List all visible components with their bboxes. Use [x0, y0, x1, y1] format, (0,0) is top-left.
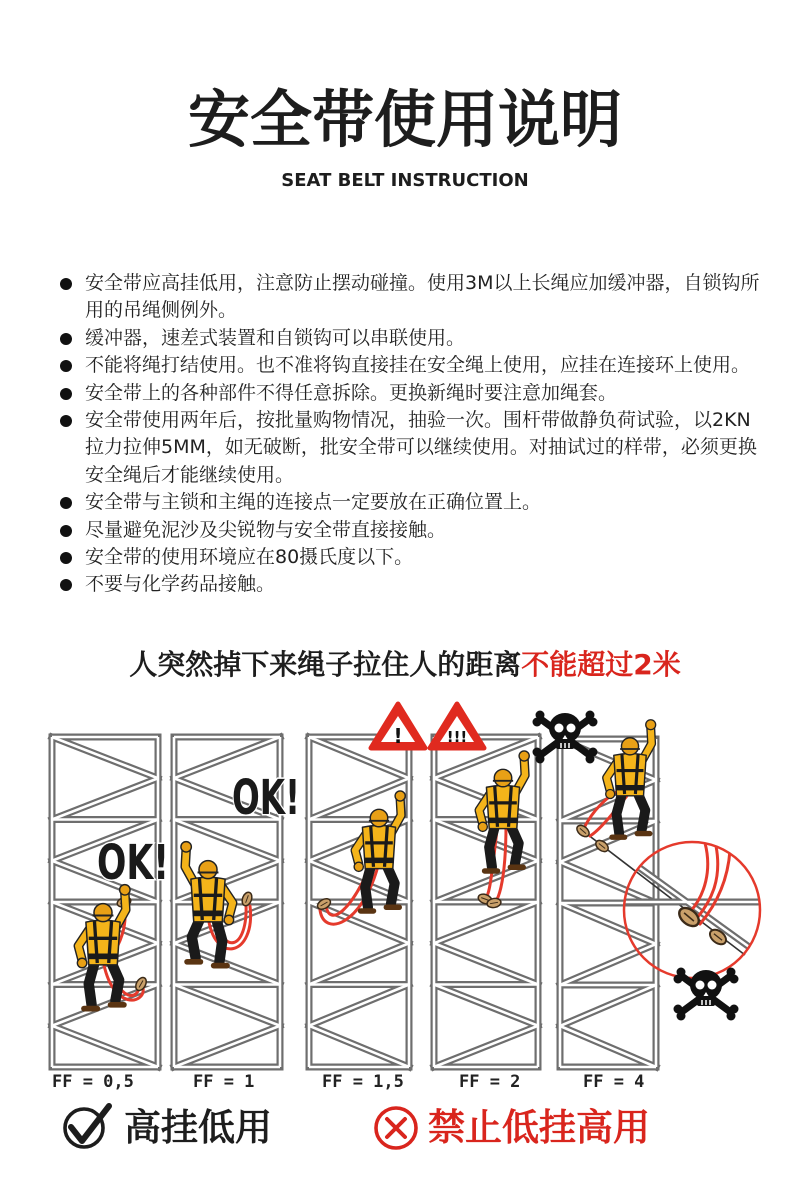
- scaffold-beam: [560, 1026, 656, 1067]
- scaffold-beam: [309, 985, 409, 1026]
- fall-factor-column: [430, 704, 538, 1092]
- warning-mark: !: [393, 724, 403, 748]
- zoom-scaffold: [620, 843, 770, 962]
- scaffold-beam: [434, 943, 538, 984]
- rule-item: [60, 517, 765, 544]
- scaffold-beam: [309, 778, 409, 819]
- page-title: 安全带使用说明: [187, 83, 622, 156]
- rule-item: [60, 325, 765, 352]
- wrong-usage-label: 禁止低挂高用: [428, 1106, 650, 1149]
- ok-badge: OK!: [97, 835, 169, 891]
- rule-item: [60, 352, 765, 379]
- rule-text: 不能将绳打结使用。也不准将钩直接挂在安全绳上使用，应挂在连接环上使用。: [85, 354, 751, 377]
- fall-factor-column: [174, 737, 300, 1092]
- bullet-icon: [60, 497, 72, 509]
- scaffold-beam: [52, 778, 158, 819]
- fall-factor-label: FF = 1: [193, 1072, 255, 1092]
- scaffold-beam: [434, 985, 538, 1026]
- x-circle-icon: [372, 1104, 420, 1152]
- fall-factor-label: FF = 0,5: [52, 1072, 134, 1092]
- bullet-icon: [60, 525, 72, 537]
- rule-text: 安全带应高挂低用，注意防止摆动碰撞。使用3M以上长绳应加缓冲器，自锁钩所用的吊绳侧例外。: [85, 272, 760, 322]
- scaffold-beam: [309, 1026, 409, 1067]
- bullet-icon: [60, 415, 72, 427]
- scaffold-beam: [560, 903, 656, 944]
- bullet-icon: [60, 388, 72, 400]
- warning-triangle-icon: [430, 704, 484, 748]
- rule-text: 安全带上的各种部件不得任意拆除。更换新绳时要注意加绳套。: [85, 381, 618, 404]
- check-circle-icon: [60, 1101, 116, 1153]
- rule-text: 安全带的使用环境应在80摄氏度以下。: [85, 546, 414, 569]
- scaffold-beam: [52, 737, 158, 778]
- correct-usage-label: 高挂低用: [124, 1106, 272, 1149]
- scaffold-beam: [434, 902, 538, 943]
- rule-item: [60, 489, 765, 516]
- rule-text: 尽量避免泥沙及尖锐物与安全带直接接触。: [85, 518, 447, 541]
- warning-mark: !!!: [446, 728, 468, 746]
- rule-item: [60, 380, 765, 407]
- fall-factor-label: FF = 2: [459, 1072, 521, 1092]
- warning-triangle-icon: [371, 704, 425, 748]
- scaffold-beam: [52, 1026, 158, 1067]
- page-subtitle: SEAT BELT INSTRUCTION: [281, 170, 529, 191]
- rule-item: [60, 270, 765, 325]
- fall-factor-label: FF = 1,5: [322, 1072, 404, 1092]
- bullet-icon: [60, 552, 72, 564]
- notice-text: 人突然掉下来绳子拉住人的距离: [129, 648, 522, 681]
- scaffold-beam: [174, 1026, 280, 1067]
- bullet-icon: [60, 579, 72, 591]
- scaffold-beam: [560, 944, 656, 985]
- bullet-icon: [60, 333, 72, 345]
- notice-highlight: 不能超过2米: [521, 648, 681, 681]
- scaffold-beam: [434, 1026, 538, 1067]
- scaffold-beam: [560, 985, 656, 1026]
- bullet-icon: [60, 278, 72, 290]
- skull-icon: [674, 968, 739, 1021]
- rule-item: [60, 544, 765, 571]
- scaffold-tower: [52, 737, 158, 1067]
- ok-badge: OK!: [232, 770, 300, 826]
- fall-factor-diagram: [0, 690, 800, 1100]
- fall-distance-notice: [10, 647, 800, 683]
- rule-text: 安全带使用两年后，按批量购物情况，抽验一次。围杆带做静负荷试验，以2KN拉力拉伸5MM，如无破断，批安全带可以继续使用。对抽试过的样带，必须更换安全绳后才能继续使用。: [85, 409, 757, 486]
- fall-factor-column: [309, 704, 425, 1092]
- rule-text: 不要与化学药品接触。: [85, 573, 276, 596]
- scaffold-beam: [174, 985, 280, 1026]
- fall-factor-column: [52, 737, 169, 1092]
- rule-text: 缓冲器，速差式装置和自锁钩可以串联使用。: [85, 326, 466, 349]
- rule-item: [60, 407, 765, 489]
- fall-factor-label: FF = 4: [583, 1072, 645, 1092]
- usage-rules-list: [60, 270, 765, 599]
- scaffold-beam: [309, 943, 409, 984]
- rule-text: 安全带与主锁和主绳的连接点一定要放在正确位置上。: [85, 491, 542, 514]
- rule-item: [60, 571, 765, 598]
- bullet-icon: [60, 360, 72, 372]
